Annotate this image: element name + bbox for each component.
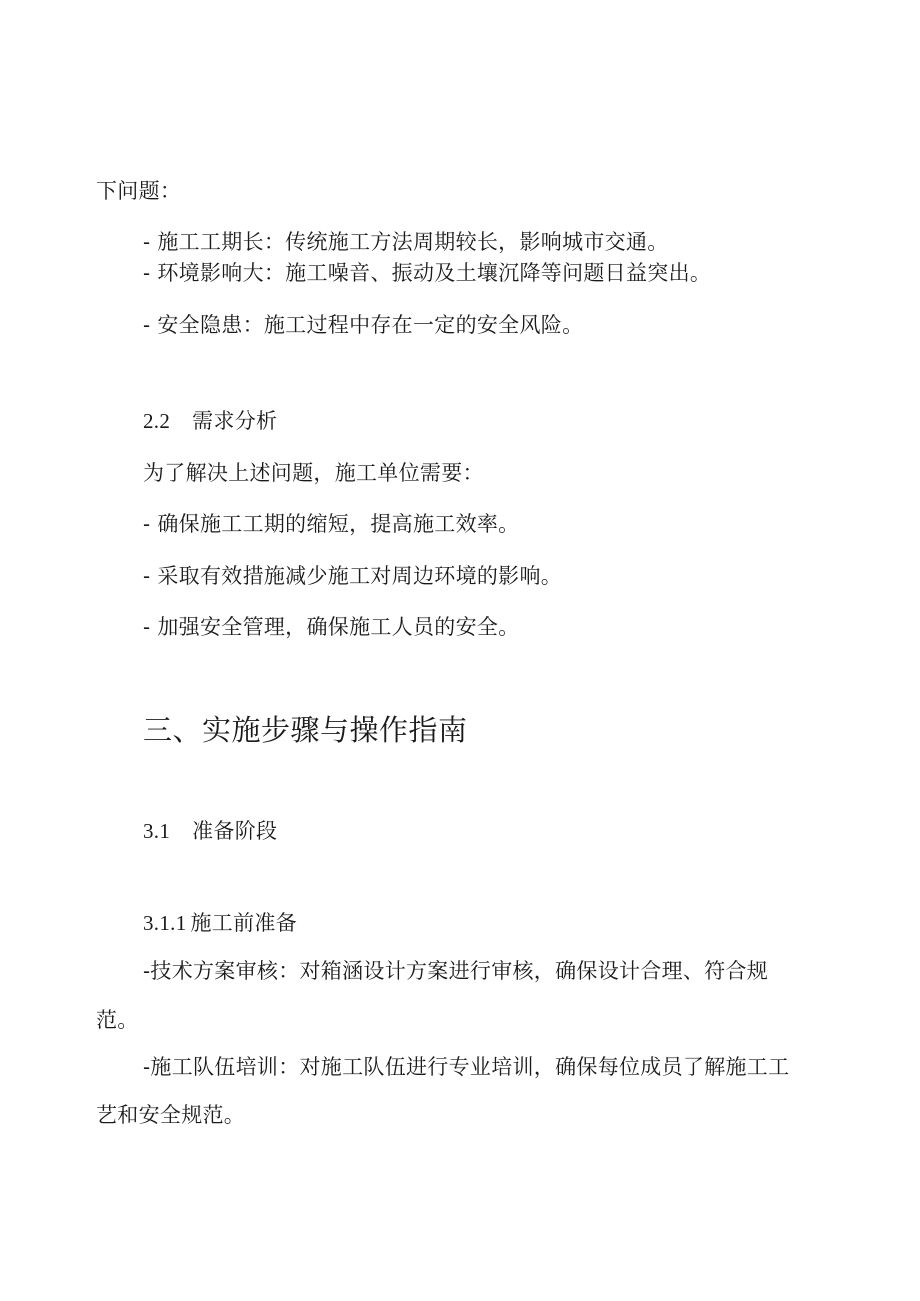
problem-item-3: - 安全隐患：施工过程中存在一定的安全风险。 bbox=[143, 313, 584, 337]
section-title: 施工前准备 bbox=[190, 911, 297, 935]
chapter-3-heading: 三、实施步骤与操作指南 bbox=[143, 713, 468, 747]
intro-tail-text: 下问题： bbox=[96, 179, 182, 203]
section-number: 2.2 bbox=[143, 409, 171, 433]
need-item-1: - 确保施工工期的缩短，提高施工效率。 bbox=[143, 512, 520, 536]
section-3-1-1-heading bbox=[143, 910, 297, 936]
prep-item-2-line-1: -施工队伍培训：对施工队伍进行专业培训，确保每位成员了解施工工 bbox=[143, 1055, 790, 1079]
needs-intro-text: 为了解决上述问题，施工单位需要： bbox=[143, 461, 484, 485]
prep-item-1-line-2: 范。 bbox=[96, 1008, 139, 1032]
section-title: 需求分析 bbox=[192, 409, 278, 433]
need-item-3: - 加强安全管理，确保施工人员的安全。 bbox=[143, 615, 520, 639]
problem-item-2: - 环境影响大：施工噪音、振动及土壤沉降等问题日益突出。 bbox=[143, 261, 712, 285]
problem-item-1: - 施工工期长：传统施工方法周期较长，影响城市交通。 bbox=[143, 230, 669, 254]
section-2-2-heading bbox=[143, 408, 277, 434]
prep-item-1-line-1: -技术方案审核：对箱涵设计方案进行审核，确保设计合理、符合规 bbox=[143, 959, 769, 983]
section-title: 准备阶段 bbox=[192, 819, 278, 843]
need-item-2: - 采取有效措施减少施工对周边环境的影响。 bbox=[143, 564, 563, 588]
prep-item-2-line-2: 艺和安全规范。 bbox=[96, 1103, 246, 1127]
section-3-1-heading bbox=[143, 818, 277, 844]
section-number: 3.1 bbox=[143, 819, 171, 843]
section-number: 3.1.1 bbox=[143, 911, 187, 935]
